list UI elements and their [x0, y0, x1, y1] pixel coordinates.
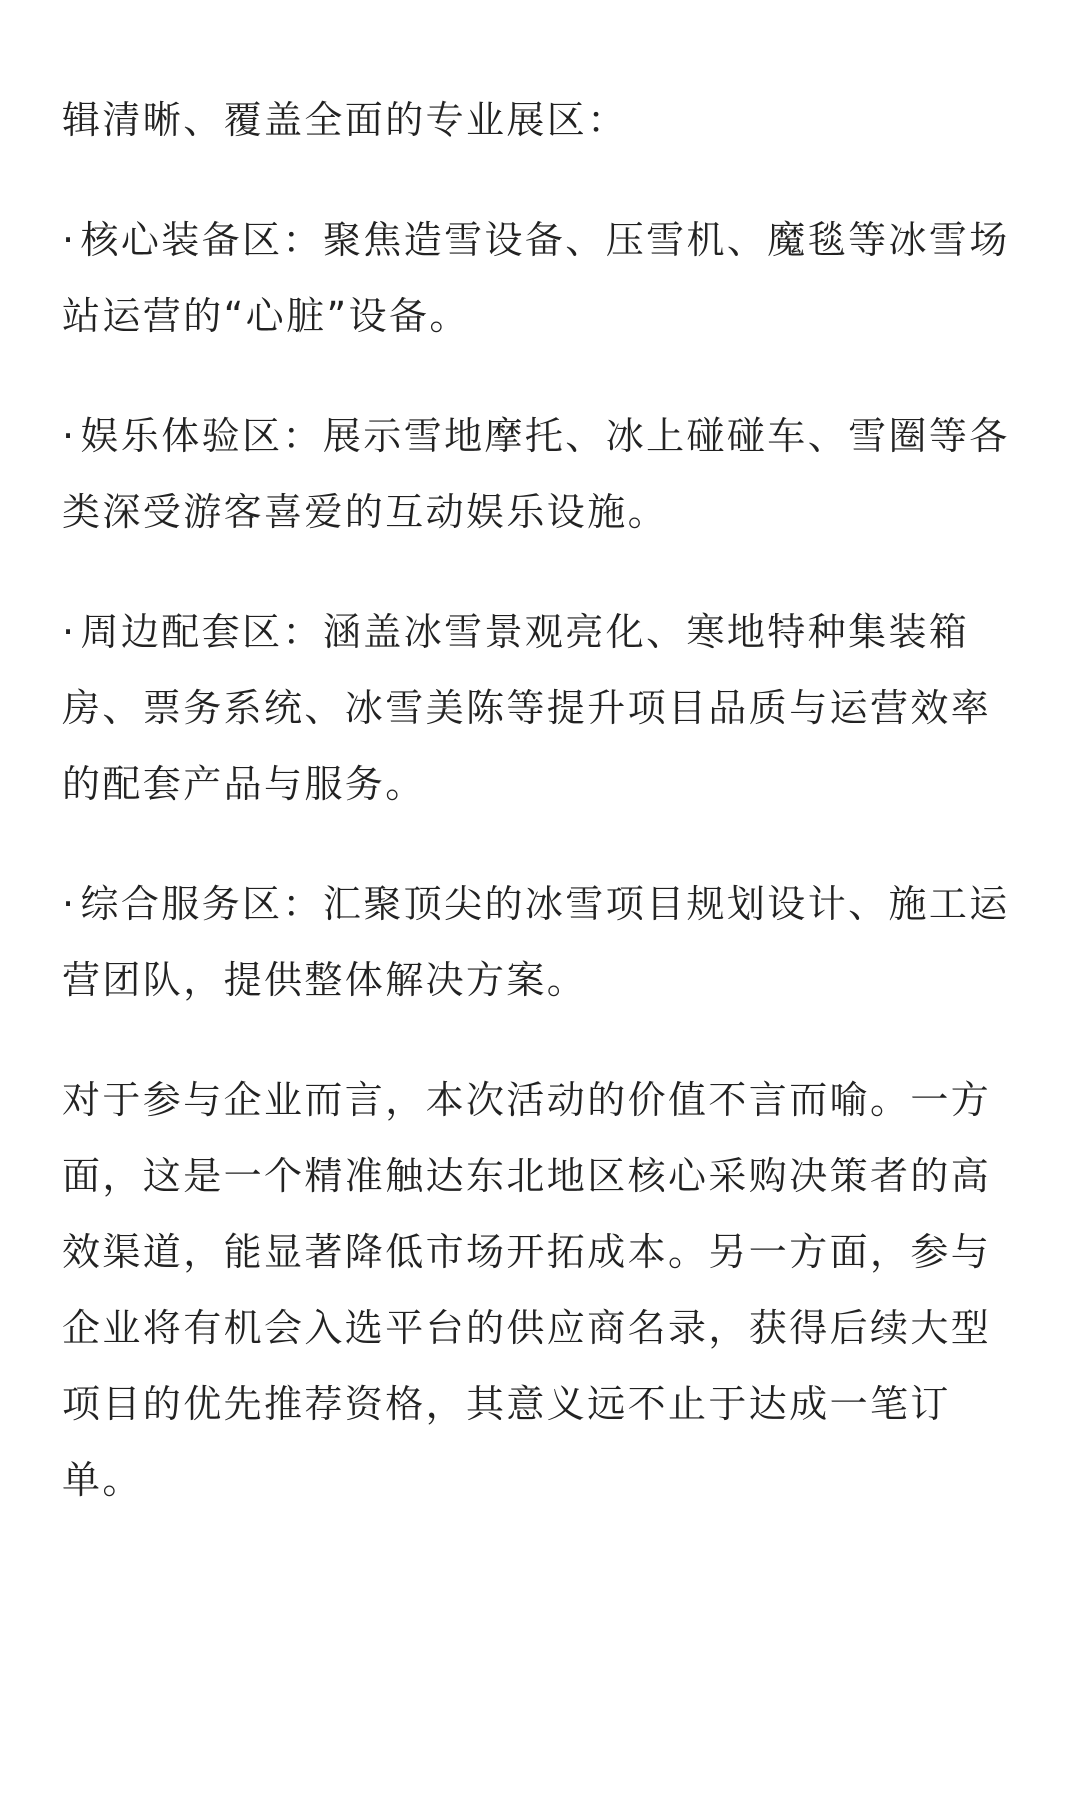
zone-title: 核心装备区 [80, 218, 283, 262]
bullet-dot: · [62, 882, 77, 926]
bullet-dot: · [62, 218, 77, 262]
intro-paragraph: 辑清晰、覆盖全面的专业展区： [62, 98, 628, 142]
zone-description: ：展示雪地摩托、冰上碰碰车、雪圈等各类深受游客喜爱的互动娱乐设施。 [62, 414, 1010, 534]
zone-supporting [62, 594, 1022, 822]
zone-title: 综合服务区 [80, 882, 283, 926]
zone-title: 娱乐体验区 [80, 414, 283, 458]
zone-title: 周边配套区 [80, 610, 283, 654]
bullet-dot: · [62, 610, 77, 654]
zone-core-equipment [62, 202, 1022, 354]
zone-description: ：汇聚顶尖的冰雪项目规划设计、施工运营团队，提供整体解决方案。 [62, 882, 1010, 1002]
zone-entertainment [62, 398, 1022, 550]
zone-description: ：聚焦造雪设备、压雪机、魔毯等冰雪场站运营的“心脏”设备。 [62, 218, 1010, 338]
zone-comprehensive-service [62, 866, 1022, 1018]
article-body [62, 82, 1022, 1562]
conclusion-paragraph: 对于参与企业而言，本次活动的价值不言而喻。一方面，这是一个精准触达东北地区核心采购决策者的高效渠道，能显著降低市场开拓成本。另一方面，参与企业将有机会入选平台的供应商名录，获得后续大型项目的优先推荐资格，其意义远不止于达成一笔订单。 [62, 1078, 992, 1502]
zone-description: ：涵盖冰雪景观亮化、寒地特种集装箱房、票务系统、冰雪美陈等提升项目品质与运营效率的配套产品与服务。 [62, 610, 992, 806]
bullet-dot: · [62, 414, 77, 458]
